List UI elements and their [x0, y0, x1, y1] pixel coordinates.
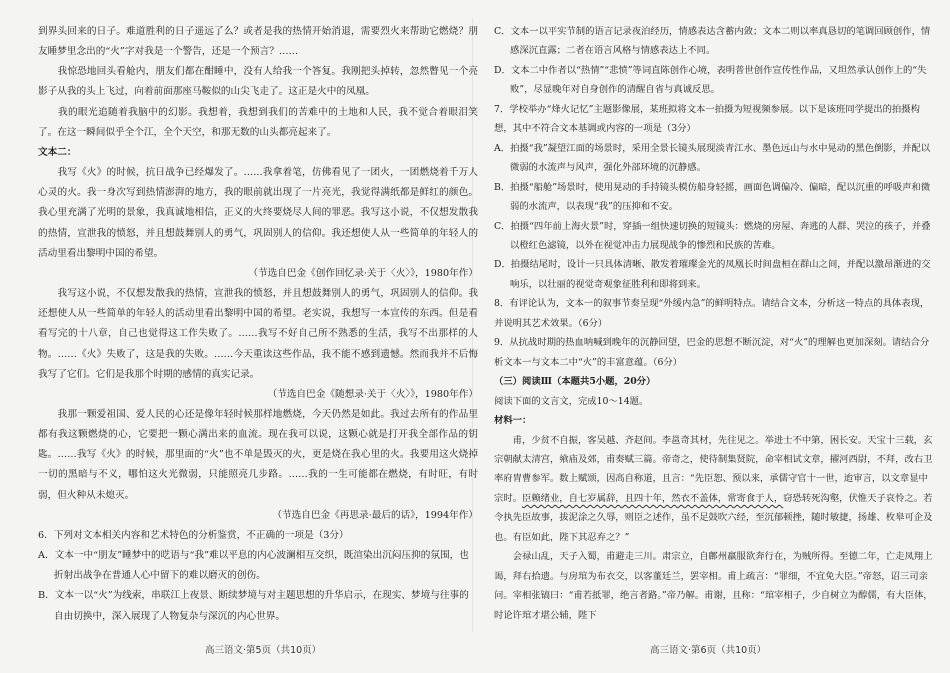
text4-para-1: 我那一颗爱祖国、爱人民的心还是像年轻时候那样地燃烧，今天仍然是如此。我过去所有的作品里都有我这颗燃烧的心，它要把一颗心满出来的血流。现在我可以说，这颗心就是打开我全部作品的钥匙。……我写《火》的时候，那里面的“火”也不单是毁灭的火，更是烧在我心里的火。我要用这火烧掉一切的黑暗与不义，哪怕这火光微弱，只能照亮几步路。……我的一生可能都在燃烧，有时旺，有时弱，但火种从未熄灭。 [38, 408, 478, 501]
question-6-option-a: A．文本一中“朋友”睡梦中的呓语与“我”难以平息的内心波澜相互交织，既渲染出沉闷压抑的氛围，也折射出战争在普通人心中留下的难以磨灭的创伤。 [38, 550, 469, 582]
question-7-option-a: A．拍摄“我”凝望江面的场景时，采用全景长镜头展现淡青江水、墨色远山与水中晃动的黑色倒影，并配以微弱的水流声与风声，强化外部环境的沉静感。 [494, 142, 931, 174]
question-7-stem: 7．学校举办“烽火记忆”主题影像展，某班拟将文本一拍摄为短视频参展。以下是该班同学提出的拍摄构想，其中不符合文本基调或内容的一项是（3分） [494, 103, 920, 135]
question-8: 8．有评论认为，文本一的叙事节奏呈现“外缓内急”的鲜明特点。请结合文本，分析这一特点的具体表现，并说明其艺术效果。（6分） [494, 298, 930, 329]
material-1-wavy-sentence: 臣赖绪业，自七岁属辞，且四十年，然衣不盖体，常寄食于人， [521, 492, 784, 504]
page-5 [38, 22, 478, 627]
material-1-para-2: 会禄山乱，天子入蜀，甫避走三川。肃宗立，自鄜州羸服欲奔行在，为贼所得。至德二年，亡走凤翔上谒，拜右拾遗。与房琯为布衣交，以客董廷兰，罢宰相。甫上疏言：“罪细，不宜免大臣。”帝怒，诏三司亲问。宰相张镐曰：“甫若抵罪，绝言者路。”帝乃解。甫谢，且称：“琯宰相子，少自树立为醇儒，有大臣体，时论许琯才堪公辅，陛下 [494, 551, 933, 621]
text2-para-1: 我写《火》的时候，抗日战争已经爆发了。……我拿着笔，仿佛看见了一团火，一团燃烧着千万人心灵的火。我一身次写到热情澎湃的地方，我的眼前就出现了一片亮光，我觉得满纸都是鲜红的颜色。我心里充满了光明的景象，我真诚地相信，正义的火终要烧尽人间的罪恶。我写这小说，不仅想发散我的热情，宣泄我的愤怒，并且想鼓舞别人的勇气，巩固别人的信仰。我还想使人从一些简单的年轻人的活动里看出黎明中国的希望。 [38, 167, 478, 259]
question-7-option-d: D．拍摄结尾时，设计一只具体清晰、散发着璀璨金光的凤凰长时间盘桓在群山之间，并配以激昂渐进的交响乐，以壮丽的视觉奇观象征胜利和即将到来。 [494, 259, 931, 290]
material-1-title: 材料一： [494, 415, 532, 427]
question-6-option-c: C．文本一以平实节制的语言记录夜泊经历，情感表达含蓄内敛；文本二则以率真恳切的笔调回顾创作，情感深沉直露；二者在语言风格与情感表达上不同。 [494, 26, 931, 57]
material-1-para-1-a: 甫，少贫不自振，客吴越、齐赵间。李邕奇其材，先往见之。举进士不中第，困长安。天宝十三载，玄宗朝献太清宫，飨庙及郊，甫奏赋三篇。帝奇之，使待制集贤院，命宰相试文章，擢河西尉，不拜，改右卫率府胄曹参军。数上赋颂，因高自称道，且言：“先臣恕、预以来，承儒守官十一世，迨审言，以文章显中宗时。 [494, 434, 933, 504]
text3-source: （节选自巴金《随想录·关于〈火〉》，1980年作） [267, 388, 478, 400]
question-9: 9．从抗战时期的热血呐喊到晚年的沉静回望，巴金的思想不断沉淀，对“火”的理解也更加深刻。请结合分析文本一与文本二中“火”的丰富意蕴。（6分） [494, 337, 930, 368]
page-5-footer: 高三语文·第5页（共10页） [205, 645, 322, 656]
text1-para-1: 到界头回来的日子。难道胜利的日子遥远了么？或者是我的热情开始消退，需要烈火来帮助它燃烧？朋友睡梦里念出的“火”字对我是一个警告，还是一个预言？…… [38, 26, 478, 58]
question-7-option-c: C．拍摄“四年前上海火景”时，穿插一组快速切换的短镜头：燃烧的房屋、奔逃的人群、哭泣的孩子，并叠以橙红色滤镜，以外在视觉冲击力展现战争的惨烈和民族的苦难。 [494, 220, 931, 251]
question-6-stem: 6．下列对文本相关内容和艺术特色的分析鉴赏，不正确的一项是（3分） [38, 529, 349, 541]
question-6-option-d: D．文本二中作者以“热情”“悲愤”等词直陈创作心境，表明普世创作宣传性作品，又坦然承认创作上的“失败”，尽显晚年对自身创作的清醒自省与真诚反思。 [494, 64, 927, 96]
page-6-footer: 高三语文·第6页（共10页） [650, 645, 767, 656]
material-1-para-1 [494, 431, 934, 548]
question-6-option-b: B．文本一以“火”为线索，串联江上夜景、断续梦境与对主题思想的升华启示，在现实、梦境与往事的自由切换中，深入展现了人物复杂与深沉的内心世界。 [38, 590, 469, 622]
text4-source: （节选自巴金《再思录·最后的话》，1994年作） [272, 509, 478, 521]
question-7-option-b: B．拍摄“船舱”场景时，使用晃动的手持镜头模仿船身轻摇，画面色调偏冷、偏暗，配以沉重的呼吸声和微弱的水流声，以表现“我”的压抑和不安。 [494, 181, 931, 213]
text2-title: 文本二： [38, 146, 77, 158]
section-3-title: （三）阅读Ⅲ（本题共5小题，20分） [494, 376, 656, 388]
page-6 [494, 22, 934, 625]
section-3-intro: 阅读下面的文言文，完成10～14题。 [494, 395, 649, 407]
text1-para-3: 我的眼光追随着我脑中的幻影。我想着，我想到我们的苦难中的土地和人民，我不觉合着眼泪笑了。在这一瞬间似乎全个江，全个天空，和那无数的山头都亮起来了。 [38, 106, 478, 138]
text3-para-1: 我写这小说，不仅想发散我的热情，宣泄我的愤怒，并且想鼓舞别人的勇气，巩固别人的信仰。我还想使人从一些简单的年轻人的活动里看出黎明中国的希望。老实说，我想写一本宣传的东西。但是看看写完的十八章，自己也觉得这工作失败了。……我写不好自己所不熟悉的生活，我写不出那样的人物。……《火》失败了，这是我的失败。……今天重读这些作品，我不能不感到遗憾。然而我并不后悔我写了它们。它们是我那个时期的感情的真实记录。 [38, 288, 478, 380]
text1-para-2: 我惊恐地回头看舱内，朋友们都在酣睡中，没有人给我一个答复。我刚把头掉转，忽然瞥见一个亮影子从我的头上飞过，向着前面那座马鞍似的山尖飞走了。这正是火中的凤凰。 [38, 66, 478, 98]
text2-source: （节选自巴金《创作回忆录·关于〈火〉》，1980年作） [248, 267, 478, 279]
material-1-para-1-b: 窃恐转死沟壑，伏惟天子哀怜之。若令执先臣故事，拔泥涂之久辱，则臣之述作，虽不足鼓吹六经，至沉郁顿挫，随时敏捷，扬雄、枚皋可企及也。有臣如此，陛下其忍弃之？” [494, 492, 933, 543]
